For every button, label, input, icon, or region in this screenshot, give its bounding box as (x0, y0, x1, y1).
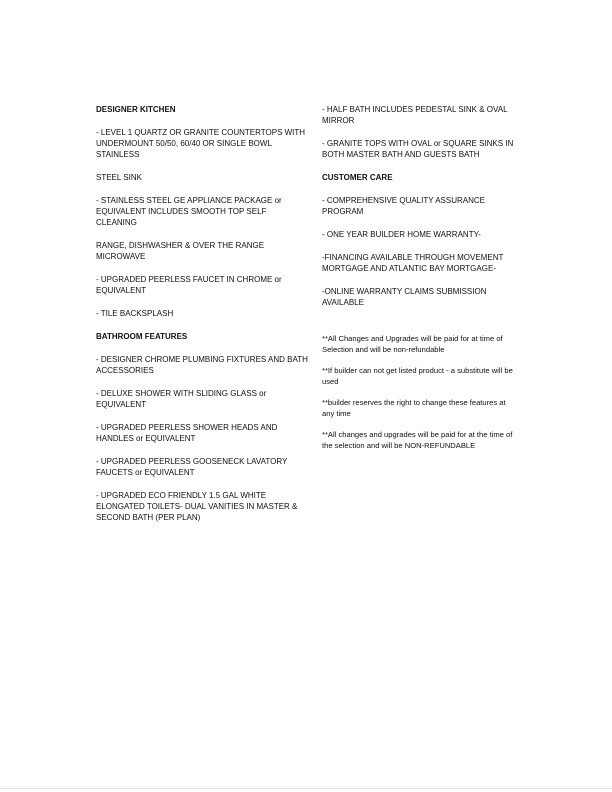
kitchen-item: - STAINLESS STEEL GE APPLIANCE PACKAGE or EQUIVALENT INCLUDES SMOOTH TOP SELF CLEANING (96, 196, 282, 227)
bathroom-item: - DELUXE SHOWER WITH SLIDING GLASS or EQUIVALENT (96, 389, 267, 409)
bathroom-item: - UPGRADED PEERLESS SHOWER HEADS AND HANDLES or EQUIVALENT (96, 423, 278, 443)
kitchen-item: - UPGRADED PEERLESS FAUCET IN CHROME or EQUIVALENT (96, 275, 282, 295)
bathroom-item: - UPGRADED PEERLESS GOOSENECK LAVATORY FAUCETS or EQUIVALENT (96, 457, 288, 477)
disclaimer-note: **builder reserves the right to change these features at any time (322, 398, 506, 418)
right-column (322, 104, 518, 462)
bathroom-item: - GRANITE TOPS WITH OVAL or SQUARE SINKS IN BOTH MASTER BATH AND GUESTS BATH (322, 139, 514, 159)
customer-care-item: - ONE YEAR BUILDER HOME WARRANTY- (322, 230, 481, 239)
disclaimer-note: **All Changes and Upgrades will be paid for at time of Selection and will be non-refundable (322, 334, 503, 354)
customer-care-item: -ONLINE WARRANTY CLAIMS SUBMISSION AVAILABLE (322, 287, 487, 307)
kitchen-item: RANGE, DISHWASHER & OVER THE RANGE MICROWAVE (96, 241, 265, 261)
kitchen-item: - LEVEL 1 QUARTZ OR GRANITE COUNTERTOPS WITH UNDERMOUNT 50/50, 60/40 OR SINGLE BOWL STAINLESS (96, 128, 306, 159)
disclaimer-notes (322, 334, 518, 451)
kitchen-item: - TILE BACKSPLASH (96, 309, 174, 318)
customer-care-heading: CUSTOMER CARE (322, 173, 393, 182)
left-column (96, 104, 308, 535)
bathroom-item: - HALF BATH INCLUDES PEDESTAL SINK & OVAL MIRROR (322, 105, 508, 125)
disclaimer-note: **If builder can not get listed product - a substitute will be used (322, 366, 513, 386)
designer-kitchen-heading: DESIGNER KITCHEN (96, 105, 176, 114)
bathroom-item: - DESIGNER CHROME PLUMBING FIXTURES AND BATH ACCESSORIES (96, 355, 308, 375)
customer-care-item: -FINANCING AVAILABLE THROUGH MOVEMENT MORTGAGE AND ATLANTIC BAY MORTGAGE- (322, 253, 504, 273)
disclaimer-note: **All changes and upgrades will be paid for at the time of the selection and will be NON-REFUNDABLE (322, 430, 513, 450)
customer-care-item: - COMPREHENSIVE QUALITY ASSURANCE PROGRAM (322, 196, 485, 216)
kitchen-item: STEEL SINK (96, 173, 142, 182)
bathroom-features-heading: BATHROOM FEATURES (96, 332, 188, 341)
bathroom-item: - UPGRADED ECO FRIENDLY 1.5 GAL WHITE ELONGATED TOILETS- DUAL VANITIES IN MASTER & SECOND BATH (PER PLAN) (96, 491, 298, 522)
page-bottom-edge (0, 788, 612, 789)
